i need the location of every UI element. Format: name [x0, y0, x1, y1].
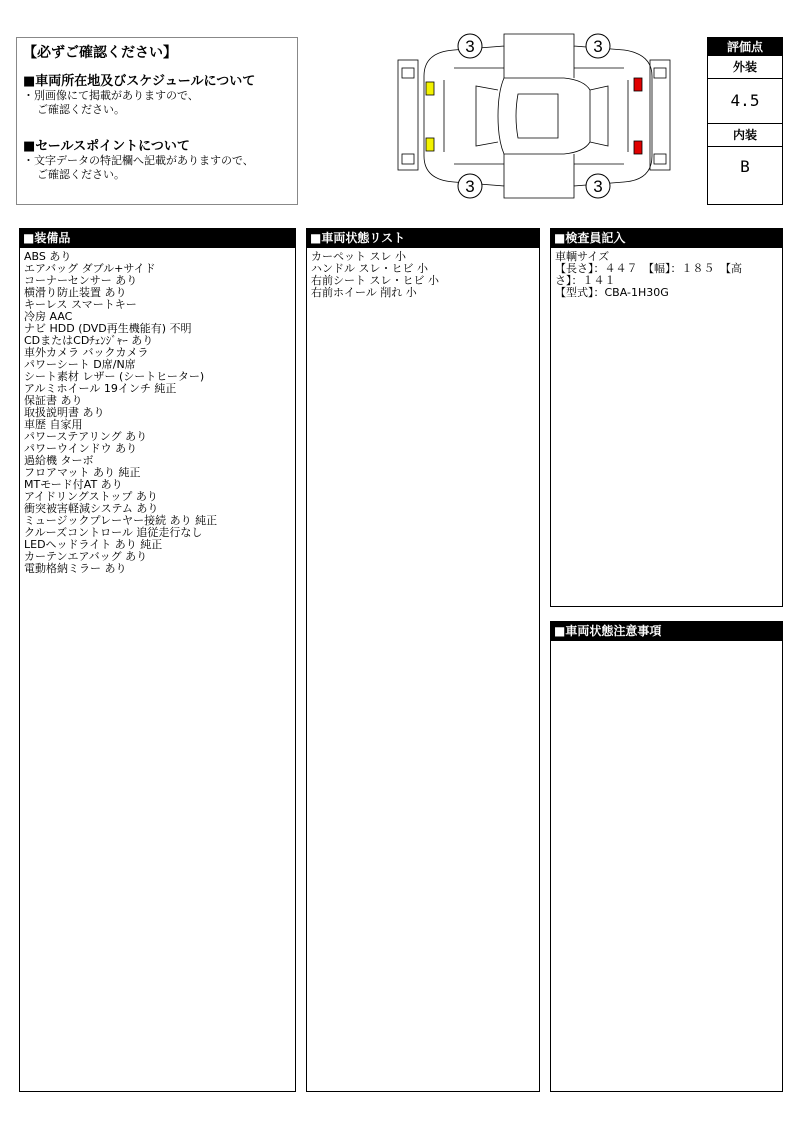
notice-salespoint-line-1: ・文字データの特記欄へ記載がありますので、 — [23, 154, 254, 167]
condition-panel — [306, 228, 540, 1092]
condition-item: 右前シート スレ・ヒビ 小 — [311, 274, 439, 287]
equipment-item: 保証書 あり — [24, 394, 83, 407]
svg-text:3: 3 — [593, 177, 603, 196]
condition-item: カーペット スレ 小 — [311, 250, 406, 263]
equipment-item: LEDヘッドライト あり 純正 — [24, 538, 163, 551]
equipment-item: パワーステアリング あり — [24, 430, 148, 443]
condition-list — [307, 248, 539, 302]
svg-text:3: 3 — [465, 177, 475, 196]
vehicle-notes-body — [551, 641, 782, 647]
equipment-item: 車外カメラ バックカメラ — [24, 346, 149, 359]
tire-rear-right — [586, 174, 610, 198]
equipment-item: 冷房 AAC — [24, 310, 73, 323]
tire-rear-left — [458, 174, 482, 198]
equipment-header: ■装備品 — [20, 229, 295, 248]
inspector-dimensions: 【長さ】：４４７ 【幅】：１８５ 【高 — [555, 262, 742, 275]
grade-box — [707, 37, 783, 205]
condition-item: 右前ホイール 削れ 小 — [311, 286, 417, 299]
interior-label: 内装 — [708, 124, 782, 147]
equipment-item: CDまたはCDﾁｪﾝｼﾞｬｰ あり — [24, 334, 154, 347]
equipment-item: アイドリングストップ あり — [24, 490, 158, 503]
equipment-item: 取扱説明書 あり — [24, 406, 105, 419]
exterior-label: 外装 — [708, 56, 782, 79]
equipment-panel — [19, 228, 296, 1092]
notice-location-line-1: ・別画像にて掲載がありますので、 — [23, 89, 199, 102]
equipment-item: パワーウインドウ あり — [24, 442, 138, 455]
equipment-item: クルーズコントロール 追従走行なし — [24, 526, 203, 539]
notice-title: 【必ずご確認ください】 — [23, 45, 177, 61]
equipment-item: 衝突被害軽減システム あり — [24, 502, 159, 515]
equipment-list — [20, 248, 295, 578]
tire-front-left — [458, 34, 482, 58]
equipment-item: MTモード付AT あり — [24, 478, 123, 491]
condition-item: ハンドル スレ・ヒビ 小 — [311, 262, 428, 275]
equipment-item: 電動格納ミラー あり — [24, 562, 127, 575]
equipment-item: 車歴 自家用 — [24, 418, 83, 431]
car-damage-diagram — [394, 30, 674, 202]
marker-yellow-rear-left — [426, 138, 434, 151]
grade-header: 評価点 — [708, 38, 782, 56]
equipment-item: ミュージックプレーヤー接続 あり 純正 — [24, 514, 218, 527]
equipment-item: キーレス スマートキー — [24, 298, 137, 311]
equipment-item: コーナーセンサー あり — [24, 274, 138, 287]
equipment-item: フロアマット あり 純正 — [24, 466, 141, 479]
equipment-item: 過給機 ターボ — [24, 454, 94, 467]
equipment-item: アルミホイール 19インチ 純正 — [24, 382, 177, 395]
vehicle-notes-header: ■車両状態注意事項 — [551, 622, 782, 641]
equipment-item: ABS あり — [24, 250, 72, 263]
marker-yellow-front-left — [426, 82, 434, 95]
equipment-item: 横滑り防止装置 あり — [24, 286, 127, 299]
equipment-item: エアバッグ ダブル+サイド — [24, 262, 156, 275]
notice-box — [16, 37, 298, 205]
notice-salespoint-heading: ■セールスポイントについて — [23, 139, 190, 154]
marker-red-rear-right — [634, 141, 642, 154]
equipment-item: パワーシート D席/N席 — [24, 358, 136, 371]
vehicle-notes-panel — [550, 621, 783, 1092]
tire-front-right — [586, 34, 610, 58]
inspector-header: ■検査員記入 — [551, 229, 782, 248]
condition-header: ■車両状態リスト — [307, 229, 539, 248]
notice-salespoint-line-2: ご確認ください。 — [37, 168, 125, 181]
equipment-item: カーテンエアバッグ あり — [24, 550, 148, 563]
notice-location-heading: ■車両所在地及びスケジュールについて — [23, 74, 256, 89]
interior-score: B — [740, 157, 750, 176]
inspector-model-code: 【型式】：CBA-1H30G — [555, 286, 669, 299]
notice-location-line-2: ご確認ください。 — [37, 103, 125, 116]
svg-text:3: 3 — [465, 37, 475, 56]
inspector-panel — [550, 228, 783, 607]
exterior-score: 4.5 — [708, 79, 782, 124]
marker-red-front-right — [634, 78, 642, 91]
equipment-item: シート素材 レザー (シートヒーター) — [24, 370, 205, 383]
inspector-height: さ】：１４１ — [555, 274, 616, 287]
svg-text:3: 3 — [593, 37, 603, 56]
equipment-item: ナビ HDD (DVD再生機能有) 不明 — [24, 322, 192, 335]
inspector-size-label: 車輌サイズ — [555, 250, 610, 263]
